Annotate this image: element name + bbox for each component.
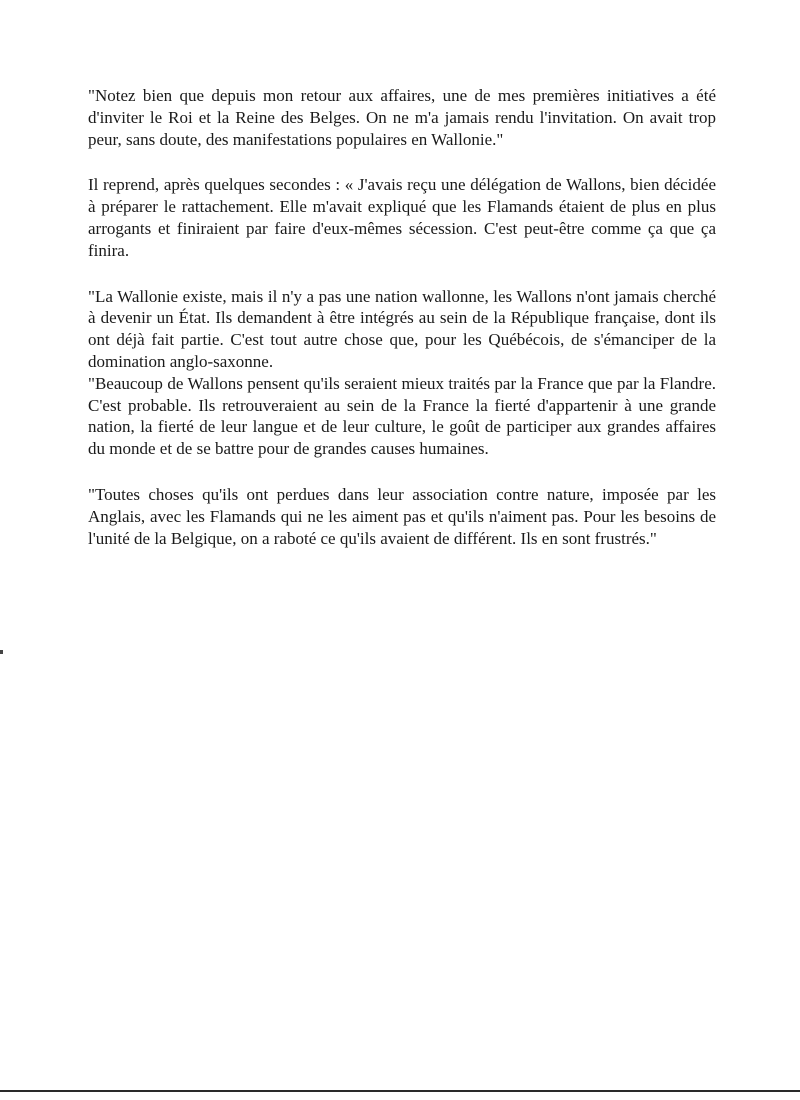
paragraph-4: "Beaucoup de Wallons pensent qu'ils seraient mieux traités par la France que par la Flandre. C'est probable. Ils retrouveraient au sein de la France la fierté d'appartenir à une grande nation, la fierté de leur langue et de leur culture, le goût de participer aux grandes affaires du monde et de se battre pour de grandes causes humaines.	[88, 373, 716, 459]
paragraph-3: "La Wallonie existe, mais il n'y a pas une nation wallonne, les Wallons n'ont jamais cherché à devenir un État. Ils demandent à être intégrés au sein de la République française, dont ils ont déjà fait partie. C'est tout autre chose que, pour les Québécois, de s'émanciper de la domination anglo-saxonne.	[88, 286, 716, 371]
scan-bottom-edge	[0, 1090, 800, 1092]
document-page	[88, 85, 716, 549]
paragraph-1: "Notez bien que depuis mon retour aux affaires, une de mes premières initiatives a été d'inviter le Roi et la Reine des Belges. On ne m'a jamais rendu l'invitation. On avait trop peur, sans doute, des manifestations populaires en Wallonie."	[88, 86, 716, 149]
scan-mark	[0, 650, 3, 654]
paragraph-2: Il reprend, après quelques secondes : « J'avais reçu une délégation de Wallons, bien décidée à préparer le rattachement. Elle m'avait expliqué que les Flamands étaient de plus en plus arrogants et finiraient par faire d'eux-mêmes sécession. C'est peut-être comme ça que ça finira.	[88, 175, 716, 260]
paragraph-5: "Toutes choses qu'ils ont perdues dans leur association contre nature, imposée par les Anglais, avec les Flamands qui ne les aiment pas et qu'ils n'aiment pas. Pour les besoins de l'unité de la Belgique, on a raboté ce qu'ils avaient de différent. Ils en sont frustrés."	[88, 484, 716, 548]
